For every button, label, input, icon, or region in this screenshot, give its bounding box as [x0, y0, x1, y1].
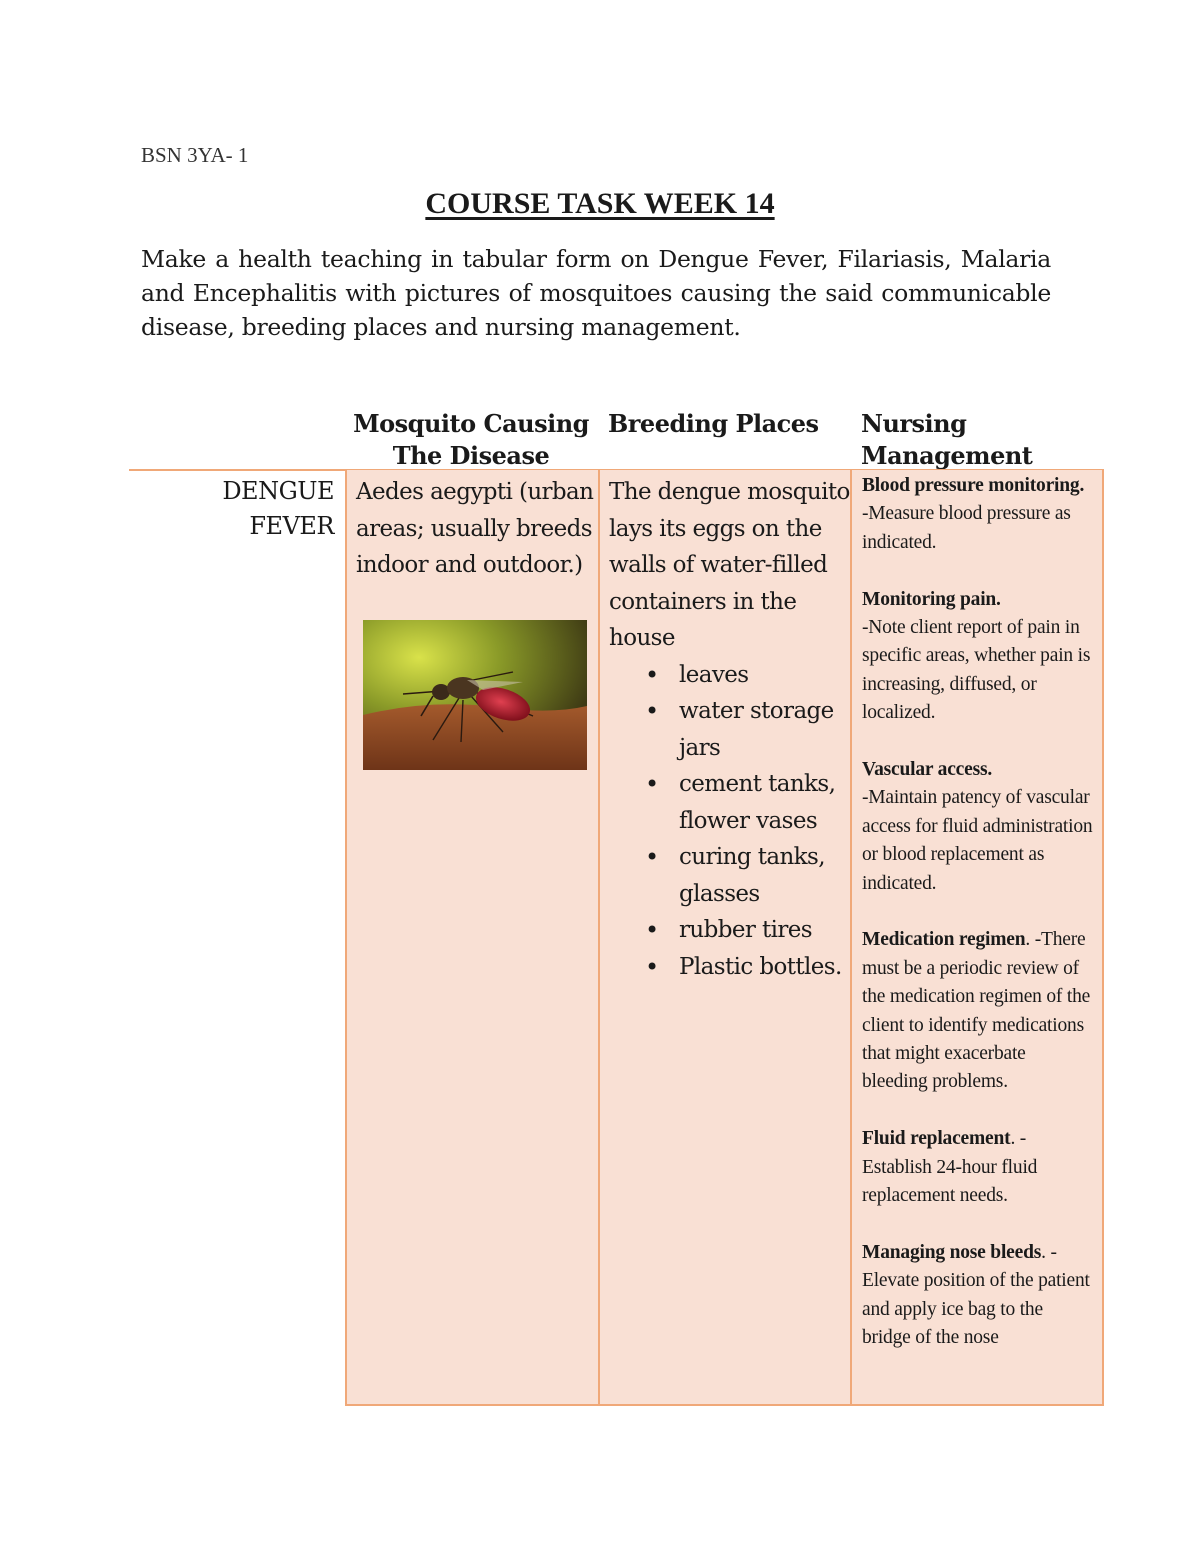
- list-item: • cement tanks, flower vases: [679, 766, 850, 839]
- column-header-breeding: Breeding Places: [608, 409, 819, 438]
- instructions: Make a health teaching in tabular form on Dengue Fever, Filariasis, Malaria and Encephalitis with pictures of mosquitoes causing the said communicable disease, breeding places and nursing management.: [141, 245, 1051, 341]
- list-item: • leaves: [679, 657, 850, 694]
- cell-mosquito: [345, 470, 598, 1406]
- breeding-intro: The dengue mosquito lays its eggs on the walls of water-filled containers in the house: [609, 479, 850, 651]
- nursing-item: [862, 472, 1094, 557]
- breeding-list: [609, 657, 850, 986]
- mosquito-photo: [363, 620, 587, 770]
- nursing-body: -Note client report of pain in specific areas, whether pain is increasing, diffused, or localized.: [862, 617, 1091, 724]
- nursing-heading: Medication regimen: [862, 929, 1026, 951]
- nursing-item: [862, 926, 1094, 1096]
- nursing-item: [862, 1125, 1094, 1210]
- nursing-heading: Monitoring pain.: [862, 588, 1001, 610]
- column-header-mosquito: Mosquito Causing The Disease: [353, 409, 589, 470]
- nursing-body: -Measure blood pressure as indicated.: [862, 503, 1071, 553]
- list-item: • curing tanks, glasses: [679, 839, 850, 912]
- row-label-dengue: DENGUE FEVER: [222, 477, 334, 540]
- nursing-body: . -There must be a periodic review of the medication regimen of the client to identify medications that might exacerbate bleeding problems.: [862, 929, 1091, 1093]
- mosquito-name: Aedes aegypti (urban areas; usually breeds indoor and outdoor.): [356, 479, 594, 578]
- cell-nursing-management: [850, 470, 1104, 1406]
- column-header-nursing: Nursing Management: [861, 409, 1033, 470]
- nursing-item: [862, 1239, 1094, 1353]
- list-item: • rubber tires: [679, 912, 850, 949]
- nursing-body: -Maintain patency of vascular access for fluid administration or blood replacement as indicated.: [862, 787, 1093, 894]
- nursing-item: [862, 756, 1094, 898]
- nursing-heading: Vascular access.: [862, 759, 993, 781]
- nursing-heading: Fluid replacement: [862, 1128, 1011, 1150]
- breeding-content: [600, 470, 850, 985]
- page-title: COURSE TASK WEEK 14: [425, 187, 775, 220]
- nursing-item: [862, 586, 1094, 728]
- list-item: • Plastic bottles.: [679, 949, 850, 986]
- nursing-heading: Blood pressure monitoring.: [862, 475, 1085, 496]
- nursing-body: . -Elevate position of the patient and apply ice bag to the bridge of the nose: [862, 1241, 1090, 1349]
- nursing-content: [852, 470, 1102, 1353]
- nursing-heading: Managing nose bleeds: [862, 1241, 1042, 1263]
- section-code: BSN 3YA- 1: [141, 143, 249, 167]
- list-item: • water storage jars: [679, 693, 850, 766]
- nursing-body: . - Establish 24-hour fluid replacement needs.: [862, 1128, 1038, 1207]
- cell-breeding-places: [598, 470, 850, 1406]
